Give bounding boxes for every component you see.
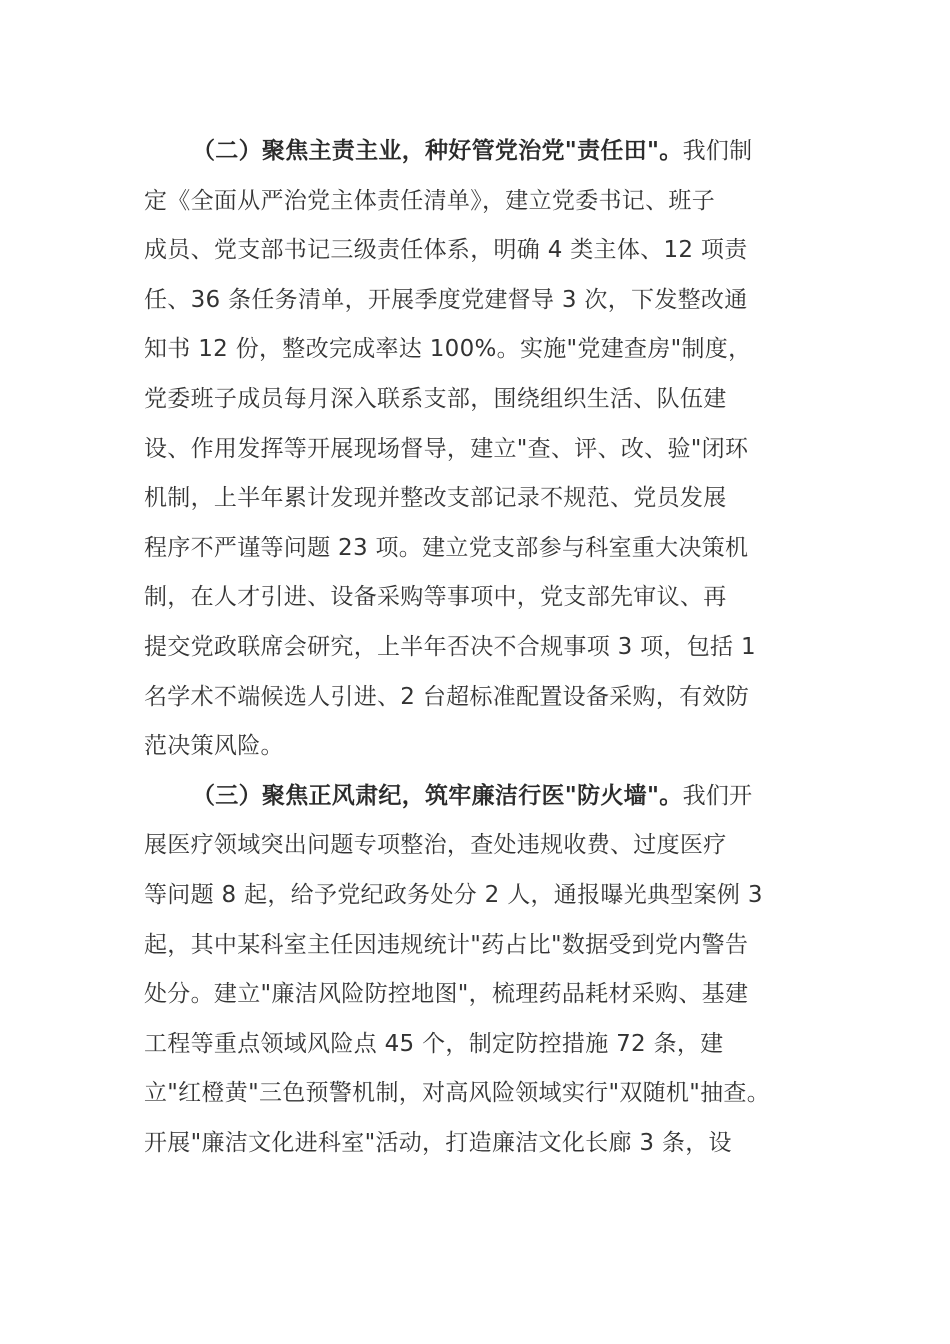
section-3-heading: （三）聚焦正风肃纪，筑牢廉洁行医"防火墙"。: [192, 782, 683, 809]
section-3-text-line: 立"红橙黄"三色预警机制，对高风险领域实行"双随机"抽查。: [144, 1080, 771, 1107]
section-2-text-line: 知书 12 份，整改完成率达 100%。实施"党建查房"制度，: [144, 336, 752, 363]
section-3-text-line: 我们开: [682, 782, 753, 809]
section-2-text-line: 任、36 条任务清单，开展季度党建督导 3 次，下发整改通: [144, 286, 748, 313]
section-2-text-line: 程序不严谨等问题 23 项。建立党支部参与科室重大决策机: [144, 534, 749, 561]
section-2-text-line: 名学术不端候选人引进、2 台超标准配置设备采购，有效防: [144, 683, 750, 710]
section-2-text-line: 定《全面从严治党主体责任清单》，建立党委书记、班子: [144, 187, 715, 214]
section-3-text-line: 等问题 8 起，给予党纪政务处分 2 人，通报曝光典型案例 3: [144, 881, 763, 908]
section-2-text-line: 我们制: [682, 138, 753, 164]
section-2-text-line: 成员、党支部书记三级责任体系，明确 4 类主体、12 项责: [144, 237, 748, 264]
section-3-text-line: 工程等重点领域风险点 45 个，制定防控措施 72 条，建: [144, 1030, 724, 1057]
section-2-heading: （二）聚焦主责主业，种好管党治党"责任田"。: [192, 138, 683, 164]
section-2-text-line: 范决策风险。: [144, 733, 284, 760]
section-2-first-line: [144, 127, 824, 177]
section-2-text-line: 党委班子成员每月深入联系支部，围绕组织生活、队伍建: [144, 385, 727, 412]
section-2-text-line: 制，在人才引进、设备采购等事项中，党支部先审议、再: [144, 584, 727, 611]
section-2-text-line: 设、作用发挥等开展现场督导，建立"查、评、改、验"闭环: [144, 435, 749, 462]
document-body: [144, 127, 824, 1168]
section-2-text-line: 机制，上半年累计发现并整改支部记录不规范、党员发展: [144, 485, 727, 512]
section-3-text-line: 开展"廉洁文化进科室"活动，打造廉洁文化长廊 3 条，设: [144, 1129, 732, 1156]
section-3-text-line: 处分。建立"廉洁风险防控地图"，梳理药品耗材采购、基建: [144, 981, 749, 1008]
section-2-text-line: 提交党政联席会研究，上半年否决不合规事项 3 项，包括 1: [144, 633, 756, 660]
section-3-first-line: [144, 772, 824, 822]
section-3-text-line: 起，其中某科室主任因违规统计"药占比"数据受到党内警告: [144, 931, 749, 958]
section-3-text-line: 展医疗领域突出问题专项整治，查处违规收费、过度医疗: [144, 832, 727, 859]
